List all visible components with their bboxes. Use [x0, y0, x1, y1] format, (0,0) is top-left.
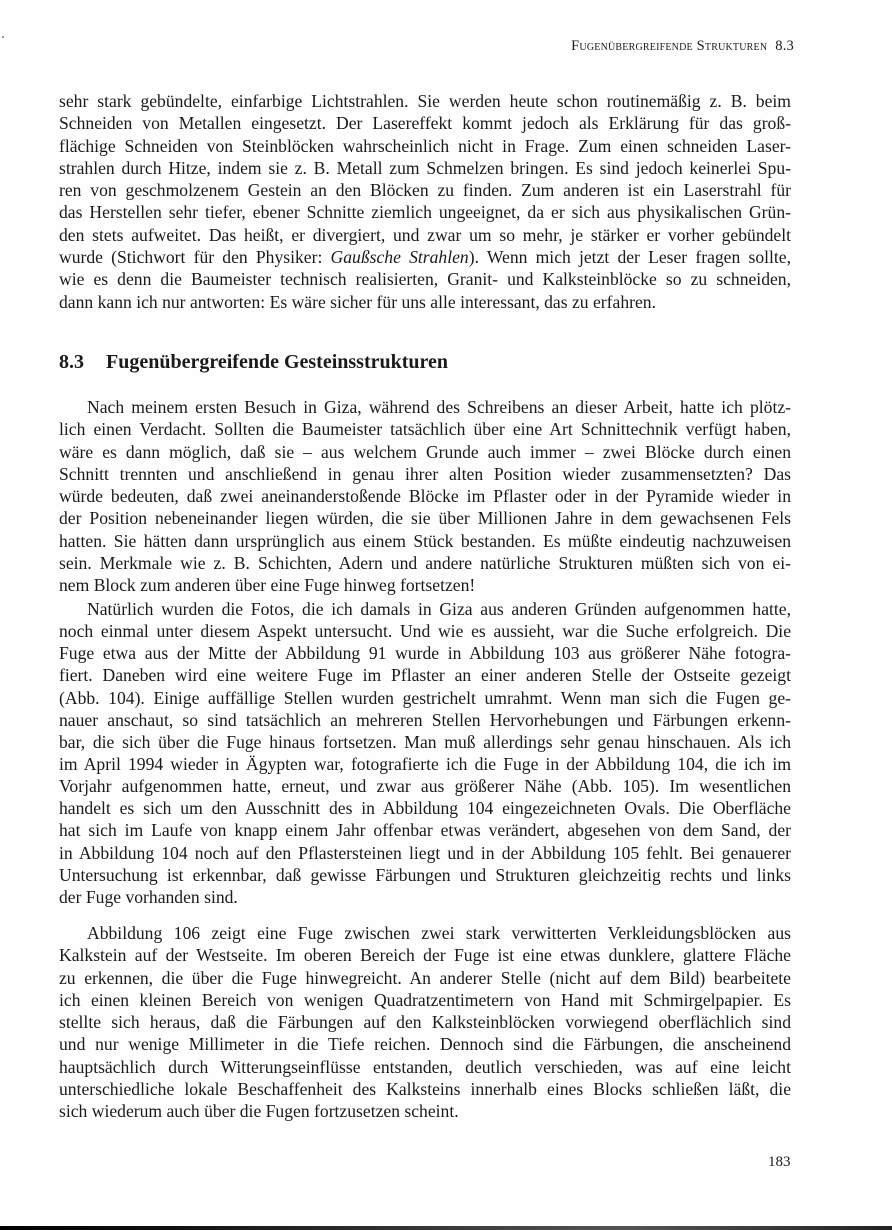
text-line: sein. Merkmale wie z. B. Schichten, Adern und andere natürliche Strukturen müßten sich von ei- — [59, 553, 791, 574]
text-line: wäre es dann möglich, daß sie – aus welchem Grunde auch immer – zwei Blöcke durch einen — [59, 441, 791, 462]
text-line: strahlen durch Hitze, indem sie z. B. Metall zum Schmelzen bringen. Es sind jedoch keinerlei Spu- — [59, 157, 791, 178]
text-line: Untersuchung ist erkennbar, daß gewisse Färbungen und Strukturen gleichzeitig rechts und links — [59, 864, 791, 885]
text-line: unterschiedliche lokale Beschaffenheit des Kalksteins innerhalb eines Blocks schließen läßt, die — [59, 1079, 791, 1100]
text-line: flächige Schneiden von Steinblöcken wahrscheinlich nicht in Frage. Zum einen schneiden Laser- — [59, 135, 791, 156]
text-line: hauptsächlich durch Witterungseinflüsse entstanden, deutlich verschieden, was auf eine leicht — [59, 1056, 791, 1077]
text-line: Vorjahr aufgenommen hatte, erneut, und zwar aus größerer Nähe (Abb. 105). Im wesentlichen — [59, 776, 791, 797]
text-line: lich einen Verdacht. Sollten die Baumeister tatsächlich über eine Art Schnittechnik verfügt haben, — [59, 419, 791, 440]
text-line: hatten. Sie hätten dann ursprünglich aus einem Stück bestanden. Es müßte eindeutig nachzuweisen — [59, 530, 791, 551]
italic-term: Gaußsche Strahlen — [330, 247, 469, 268]
paragraph — [59, 396, 791, 597]
paragraph — [59, 922, 791, 1123]
text-line: Kalkstein auf der Westseite. Im oberen Bereich der Fuge ist eine etwas dunklere, glattere Fläche — [59, 945, 791, 966]
text-line: das Herstellen sehr tiefer, ebener Schnitte ziemlich ungeeignet, da er sich aus physikalischen Grün- — [59, 202, 791, 223]
text-line: hat sich im Laufe von knapp einem Jahr offenbar etwas verändert, abgesehen von dem Sand, der — [59, 820, 791, 841]
text-fragment: ). Wenn mich jetzt der Leser fragen sollte, — [468, 247, 791, 268]
text-line: Schnitt trennten und anschließend in genau ihrer alten Position wieder zusammensetzten? Das — [59, 463, 791, 484]
text-line: handelt es sich um den Ausschnitt des in Abbildung 104 eingezeichneten Ovals. Die Oberfläche — [59, 798, 791, 819]
text-line: noch einmal unter diesem Aspekt untersucht. Und wie es aussieht, war die Suche erfolgreich. Die — [59, 621, 791, 642]
text-line: Fuge etwa aus der Mitte der Abbildung 91 wurde in Abbildung 103 aus größerer Nähe fotogra- — [59, 643, 791, 664]
text-line: (Abb. 104). Einige auffällige Stellen wurden gestrichelt umrahmt. Wenn man sich die Fugen ge- — [59, 687, 791, 708]
text-line: ich einen kleinen Bereich von wenigen Quadratzentimetern von Hand mit Schmirgelpapier. Es — [59, 989, 791, 1010]
text-line: der Position nebeneinander liegen würden, die sie über Millionen Jahre in dem gewachsenen Fels — [59, 508, 791, 529]
text-line: nem Block zum anderen über eine Fuge hinweg fortsetzen! — [59, 575, 476, 596]
running-head — [571, 38, 794, 55]
scan-speck — [2, 36, 4, 38]
text-line: nauer anschaut, so sind tatsächlich an mehreren Stellen Hervorhebungen und Färbungen erkenn- — [59, 709, 791, 730]
running-head-title: Fugenübergreifende Strukturen — [571, 38, 768, 54]
section-title: Fugenübergreifende Gesteinsstrukturen — [106, 351, 449, 373]
text-line: im April 1994 wieder in Ägypten war, fotografierte ich die Fuge in der Abbildung 104, die ich im — [59, 753, 791, 774]
text-line-with-italic — [59, 246, 791, 268]
section-number: 8.3 — [59, 351, 84, 373]
paragraph — [59, 598, 791, 908]
text-line: Abbildung 106 zeigt eine Fuge zwischen zwei stark verwitterten Verkleidungsblöcken aus — [87, 923, 791, 943]
text-line: stellte sich heraus, daß die Färbungen auf den Kalksteinblöcken vorwiegend oberflächlich sind — [59, 1012, 791, 1033]
scan-edge-shadow — [0, 1226, 892, 1230]
text-line: Nach meinem ersten Besuch in Giza, während des Schreibens an dieser Arbeit, hatte ich plötz- — [87, 397, 791, 417]
text-line: sich wiederum auch über die Fugen fortzusetzen scheint. — [59, 1101, 459, 1122]
section-heading — [59, 351, 448, 374]
running-head-section: 8.3 — [775, 38, 794, 54]
text-line: den stets aufweitet. Das heißt, er divergiert, und zwar um so mehr, je stärker er vorher gebündelt — [59, 224, 791, 245]
text-line: ren von geschmolzenem Gestein an den Blöcken zu finden. Zum anderen ist ein Laserstrahl für — [59, 180, 791, 201]
text-line: und nur wenige Millimeter in die Tiefe reichen. Dennoch sind die Färbungen, die anscheinend — [59, 1034, 791, 1055]
text-line: würde bedeuten, daß zwei aneinanderstoßende Blöcke im Pflaster oder in der Pyramide wieder in — [59, 486, 791, 507]
text-line: in Abbildung 104 noch auf den Pflastersteinen liegt und in der Abbildung 105 fehlt. Bei genauerer — [59, 842, 791, 863]
text-line: der Fuge vorhanden sind. — [59, 886, 238, 907]
text-line: Schneiden von Metallen eingesetzt. Der Lasereffekt kommt jedoch als Erklärung für das groß- — [59, 113, 791, 134]
text-line: sehr stark gebündelte, einfarbige Lichtstrahlen. Sie werden heute schon routinemäßig z. B. beim — [59, 91, 791, 111]
text-line: fiert. Daneben wird eine weitere Fuge im Pflaster an einer anderen Stelle der Ostseite gezeigt — [59, 665, 791, 686]
paragraph-continued — [59, 90, 791, 313]
text-fragment: wurde (Stichwort für den Physiker: — [59, 247, 331, 268]
text-line: dann kann ich nur antworten: Es wäre sicher für uns alle interessant, das zu erfahren. — [59, 291, 656, 312]
text-line: bar, die sich über die Fuge hinaus fortsetzen. Man muß allerdings sehr genau hinschauen. Als ich — [59, 731, 791, 752]
text-line: Natürlich wurden die Fotos, die ich damals in Giza aus anderen Gründen aufgenommen hatte, — [87, 599, 791, 619]
text-line: zu erkennen, die über die Fuge hinwegreicht. An anderer Stelle (nicht auf dem Bild) bearbeitete — [59, 967, 791, 988]
text-line: wie es denn die Baumeister technisch realisierten, Granit- und Kalksteinblöcke so zu schneiden, — [59, 269, 791, 290]
page-number: 183 — [768, 1154, 791, 1170]
